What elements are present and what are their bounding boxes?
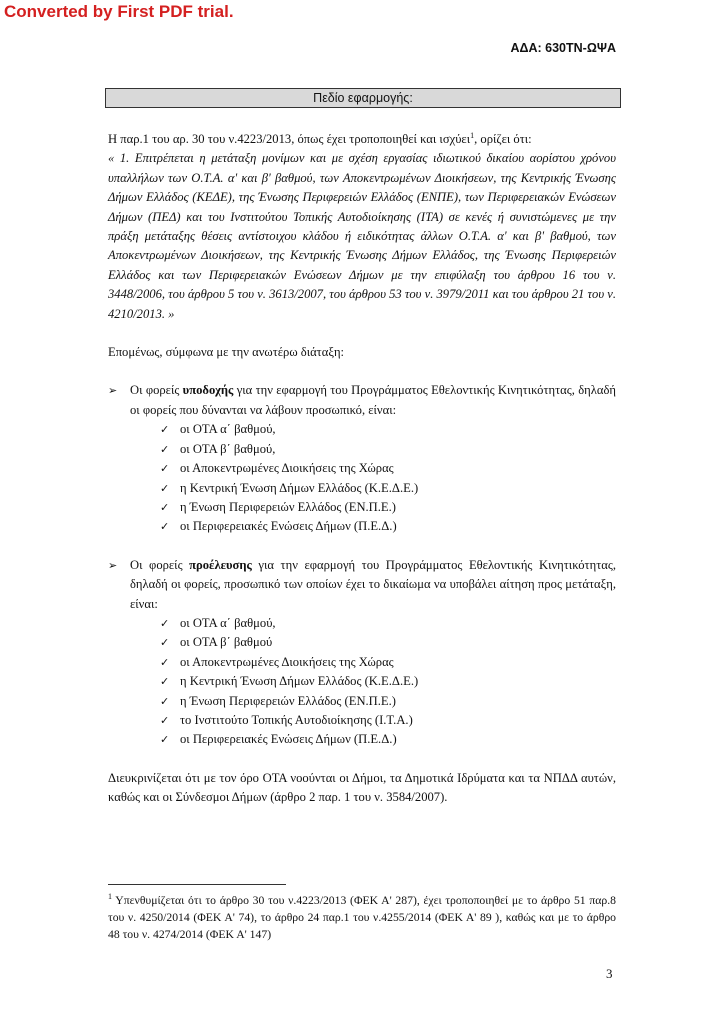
list-item — [160, 692, 616, 711]
check-icon: ✓ — [160, 694, 170, 708]
arrow-bullet-icon: ➢ — [108, 384, 118, 398]
list-item-text: οι ΟΤΑ β΄ βαθμού — [180, 635, 273, 650]
list-item-text: η Κεντρική Ένωση Δήμων Ελλάδος (Κ.Ε.Δ.Ε.) — [180, 480, 419, 495]
check-icon: ✓ — [160, 500, 170, 514]
list-item — [160, 711, 616, 730]
footnote-number: 1 — [108, 892, 112, 902]
list-item — [160, 672, 616, 691]
list-item-text: οι Αποκεντρωμένες Διοικήσεις της Χώρας — [180, 461, 394, 476]
footnote-ref: 1 — [470, 130, 475, 140]
list-item — [160, 498, 616, 517]
origin-post: για την εφαρμογή του Προγράμματος Εθελοντικής Κινητικότητας, δηλαδή οι φορείς, προσωπικό των οποίων έχει το δικαίωμα να υποβάλει αίτηση προς μετάταξη, είναι: — [130, 557, 617, 611]
origin-pre: Οι φορείς — [130, 557, 190, 572]
document-body — [108, 130, 616, 808]
footnote-divider — [108, 884, 286, 885]
page-number: 3 — [606, 966, 613, 981]
list-item — [160, 614, 616, 633]
list-item-text: οι Περιφερειακές Ενώσεις Δήμων (Π.Ε.Δ.) — [180, 519, 397, 534]
check-icon: ✓ — [160, 423, 170, 437]
footnote — [108, 892, 616, 943]
list-item-text: οι ΟΤΑ α΄ βαθμού, — [180, 615, 276, 630]
check-icon: ✓ — [160, 655, 170, 669]
list-item — [160, 517, 616, 536]
footnote-text: Υπενθυμίζεται ότι το άρθρο 30 του ν.4223/2013 (ΦΕΚ Α' 287), έχει τροποποιηθεί με το άρθρο 51 παρ.8 του ν. 4250/2014 (ΦΕΚ Α' 74), το άρθρο 24 παρ.1 του ν.4255/2014 (ΦΕΚ Α' 89 ), καθώς και με το άρθρο 48 του ν. 4274/2014 (ΦΕΚ Α' 147) — [108, 894, 616, 941]
check-icon: ✓ — [160, 442, 170, 456]
watermark-text: Converted by First PDF trial. — [4, 2, 234, 21]
list-item — [160, 653, 616, 672]
intro-paragraph — [108, 130, 616, 149]
check-icon: ✓ — [160, 733, 170, 747]
list-item — [160, 633, 616, 652]
list-item-text: το Ινστιτούτο Τοπικής Αυτοδιοίκησης (Ι.Τ.Α.) — [180, 712, 413, 727]
list-item — [160, 479, 616, 498]
reception-post: για την εφαρμογή του Προγράμματος Εθελοντικής Κινητικότητας, δηλαδή οι φορείς που δύνανται να λάβουν προσωπικό, είναι: — [130, 383, 616, 417]
reception-bullet — [108, 381, 616, 420]
clarification-paragraph: Διευκρινίζεται ότι με τον όρο ΟΤΑ νοούνται οι Δήμοι, τα Δημοτικά Ιδρύματα και τα ΝΠΔΔ αυτών, καθώς και οι Σύνδεσμοι Δήμων (άρθρο 2 παρ. 1 του ν. 3584/2007). — [108, 770, 616, 805]
origin-bullet — [108, 556, 616, 614]
origin-bold: προέλευσης — [189, 557, 252, 572]
list-item — [160, 420, 616, 439]
reception-bold: υποδοχής — [182, 383, 234, 398]
consequently-paragraph: Επομένως, σύμφωνα με την ανωτέρω διάταξη: — [108, 345, 345, 360]
list-item — [160, 730, 616, 749]
check-icon: ✓ — [160, 481, 170, 495]
intro-text-after: , ορίζει ότι: — [474, 132, 532, 146]
arrow-bullet-icon: ➢ — [108, 558, 118, 572]
intro-text: Η παρ.1 του αρ. 30 του ν.4223/2013, όπως έχει τροποποιηθεί και ισχύει — [108, 132, 471, 146]
list-item-text: οι Αποκεντρωμένες Διοικήσεις της Χώρας — [180, 654, 394, 669]
list-item-text: η Κεντρική Ένωση Δήμων Ελλάδος (Κ.Ε.Δ.Ε.) — [180, 674, 419, 689]
check-icon: ✓ — [160, 713, 170, 727]
list-item — [160, 459, 616, 478]
list-item-text: η Ένωση Περιφερειών Ελλάδος (ΕΝ.Π.Ε.) — [180, 693, 396, 708]
list-item — [160, 440, 616, 459]
origin-list — [108, 614, 616, 750]
list-item-text: οι ΟΤΑ α΄ βαθμού, — [180, 422, 276, 437]
check-icon: ✓ — [160, 462, 170, 476]
reception-list — [108, 420, 616, 536]
law-quote: « 1. Επιτρέπεται η μετάταξη μονίμων και με σχέση εργασίας ιδιωτικού δικαίου αορίστου χρόνου υπαλλήλων των Ο.Τ.Α. α' και β' βαθμού, των Αποκεντρωμένων Διοικήσεων, της Κεντρικής Ένωσης Δήμων Ελλάδος (ΚΕΔΕ), της Ένωσης Περιφερειών Ελλάδος (ΕΝΠΕ), των Περιφερειακών Ενώσεων Δήμων (ΠΕΔ) και του Ινστιτούτου Τοπικής Αυτοδιοίκησης (ΙΤΑ) σε κενές ή συνιστώμενες με την πράξη μετάταξης θέσεις αντίστοιχου κλάδου ή ειδικότητας άλλων Ο.Τ.Α. α' και β' βαθμού, των Αποκεντρωμένων Διοικήσεων, της Κεντρικής Ένωσης Δήμων Ελλάδος, της Ένωσης Περιφερειών Ελλάδος και των Περιφερειακών Ενώσεων Δήμων με την επιφύλαξη του άρθρου 16 του ν. 3448/2006, του άρθρου 5 του ν. 3613/2007, του άρθρου 53 του ν. 3979/2011 και του άρθρου 21 του ν. 4210/2013. » — [108, 151, 616, 321]
list-item-text: οι Περιφερειακές Ενώσεις Δήμων (Π.Ε.Δ.) — [180, 732, 397, 747]
reception-pre: Οι φορείς — [130, 383, 183, 398]
check-icon: ✓ — [160, 675, 170, 689]
ada-code: ΑΔΑ: 630ΤΝ-ΩΨΑ — [510, 41, 616, 55]
section-title: Πεδίο εφαρμογής: — [105, 88, 621, 108]
check-icon: ✓ — [160, 636, 170, 650]
check-icon: ✓ — [160, 616, 170, 630]
list-item-text: η Ένωση Περιφερειών Ελλάδος (ΕΝ.Π.Ε.) — [180, 499, 396, 514]
list-item-text: οι ΟΤΑ β΄ βαθμού, — [180, 441, 276, 456]
check-icon: ✓ — [160, 520, 170, 534]
